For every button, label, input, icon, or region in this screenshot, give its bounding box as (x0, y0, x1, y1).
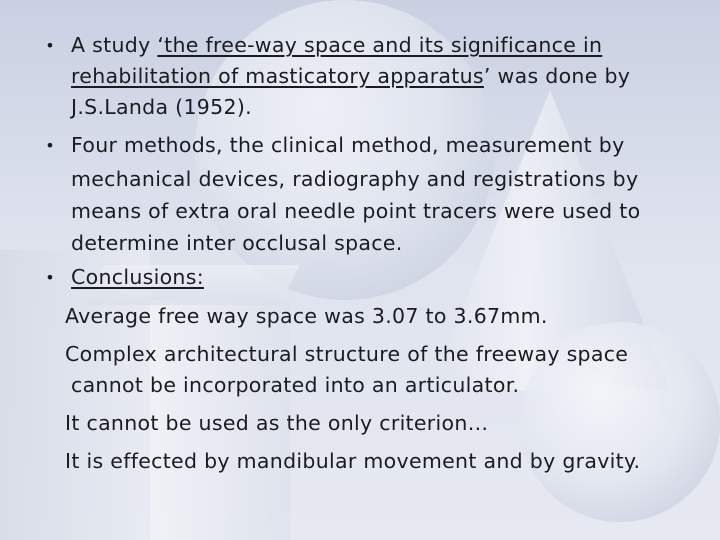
item-1-line-2-text: ’ was done by (483, 64, 631, 88)
item-1-line-2 (71, 61, 630, 93)
item-2-line-3: means of extra oral needle point tracers were used to (71, 199, 641, 223)
conclusion-1: Average free way space was 3.07 to 3.67mm. (65, 304, 548, 328)
conclusion-3: It cannot be used as the only criterion… (65, 411, 489, 435)
item-1-line-1-text: A study (71, 33, 158, 57)
item-2-line-4: determine inter occlusal space. (71, 231, 403, 255)
conclusion-2-line-2: cannot be incorporated into an articulator. (71, 373, 520, 397)
item-1-line-3 (71, 92, 252, 124)
conclusions-heading: Conclusions: (71, 265, 204, 289)
bullet-2: • (45, 136, 55, 155)
item-1-line-1 (71, 30, 602, 62)
study-title-part-2: rehabilitation of masticatory apparatus (71, 64, 484, 88)
item-2-line-1: Four methods, the clinical method, measurement by (71, 133, 625, 157)
conclusion-2-line-1: Complex architectural structure of the freeway space (65, 342, 629, 366)
bullet-1: • (45, 36, 55, 55)
item-2-line-2: mechanical devices, radiography and registrations by (71, 167, 639, 191)
study-title-part-1: ‘the free-way space and its significance in (157, 33, 603, 57)
item-1-line-3-text: J.S.Landa (1952). (71, 95, 252, 119)
bullet-3: • (45, 268, 55, 287)
conclusion-4: It is effected by mandibular movement and by gravity. (65, 449, 641, 473)
